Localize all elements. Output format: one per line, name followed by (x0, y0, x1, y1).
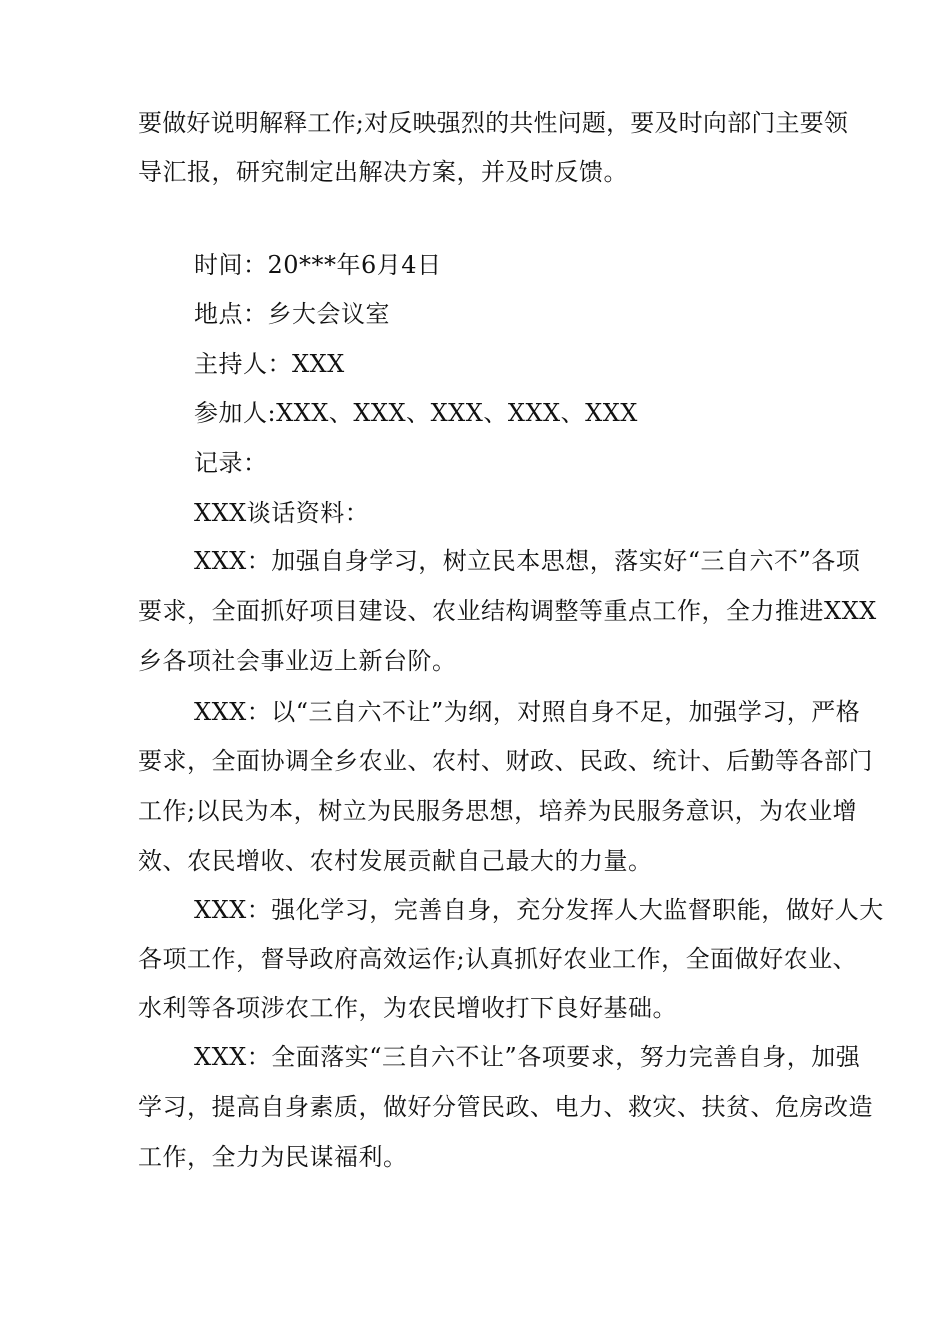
meeting-place: 地点：乡大会议室 (194, 300, 390, 328)
statement-3-line-2: 各项工作，督导政府高效运作;认真抓好农业工作，全面做好农业、 (138, 945, 858, 973)
meeting-recorder: 记录： (194, 449, 268, 477)
statement-1-line-1: XXX：加强自身学习，树立民本思想，落实好“三自六不”各项 (194, 547, 861, 575)
statement-3-line-1: XXX：强化学习，完善自身，充分发挥人大监督职能，做好人大 (194, 896, 884, 924)
statement-1-line-2: 要求，全面抓好项目建设、农业结构调整等重点工作，全力推进XXX (138, 597, 877, 625)
meeting-attendees: 参加人:XXX、XXX、XXX、XXX、XXX (194, 399, 638, 427)
meeting-time: 时间：20***年6月4日 (194, 251, 442, 279)
statement-2-line-3: 工作;以民为本，树立为民服务思想，培养为民服务意识，为农业增 (138, 797, 858, 825)
intro-line-1: 要做好说明解释工作;对反映强烈的共性问题，要及时向部门主要领 (138, 109, 849, 137)
statement-1-line-3: 乡各项社会事业迈上新台阶。 (138, 647, 457, 675)
statement-4-line-2: 学习，提高自身素质，做好分管民政、电力、救灾、扶贫、危房改造 (138, 1093, 873, 1121)
statement-2-line-4: 效、农民增收、农村发展贡献自己最大的力量。 (138, 847, 653, 875)
intro-line-2: 导汇报，研究制定出解决方案，并及时反馈。 (138, 158, 628, 186)
statement-4-line-1: XXX：全面落实“三自六不让”各项要求，努力完善自身，加强 (194, 1043, 861, 1071)
statement-2-line-1: XXX：以“三自六不让”为纲，对照自身不足，加强学习，严格 (194, 698, 861, 726)
statement-2-line-2: 要求，全面协调全乡农业、农村、财政、民政、统计、后勤等各部门 (138, 747, 873, 775)
meeting-host: 主持人：XXX (194, 350, 345, 378)
talk-heading: XXX谈话资料： (194, 499, 370, 527)
statement-3-line-3: 水利等各项涉农工作，为农民增收打下良好基础。 (138, 994, 677, 1022)
statement-4-line-3: 工作，全力为民谋福利。 (138, 1143, 408, 1171)
